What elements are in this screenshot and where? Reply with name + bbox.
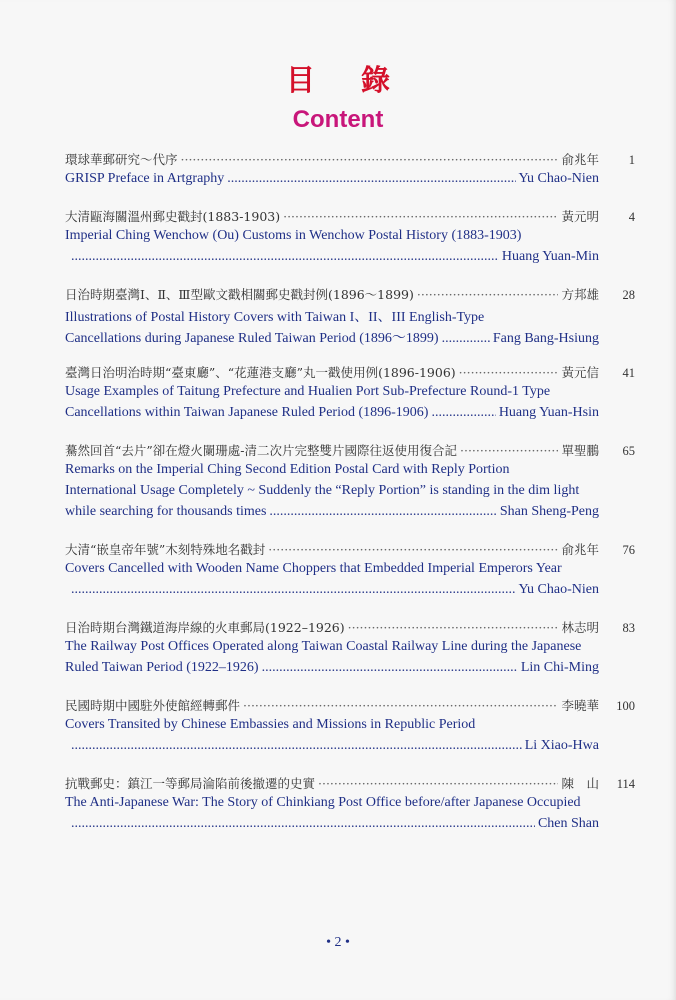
- entry-english-title: Imperial Ching Wenchow (Ou) Customs in Wenchow Postal History (1883-1903): [65, 228, 522, 243]
- toc-entry-english-line: [65, 717, 635, 738]
- entry-chinese-title: 大清甌海關溫州郵史戳封(1883-1903): [65, 209, 281, 224]
- dot-leader: [71, 582, 516, 598]
- entry-chinese-author: 黃元信: [561, 365, 599, 380]
- dot-leader: [318, 776, 558, 791]
- toc-entry-english-line: [65, 483, 635, 504]
- dot-leader: [71, 816, 535, 832]
- entry-chinese-author: 方邦雄: [561, 287, 599, 302]
- toc-entry[interactable]: [65, 618, 635, 681]
- entry-chinese-title: 抗戰郵史：鎮江一等郵局淪陷前後撤遷的史實: [65, 776, 316, 791]
- entry-page-number: 83: [622, 621, 635, 635]
- dot-leader: [269, 504, 496, 520]
- toc-entry-chinese-line: [65, 150, 635, 171]
- toc-entry-english-line: [65, 228, 635, 249]
- toc-entry-chinese-line: [65, 285, 635, 306]
- entry-chinese-author: 單聖鵬: [561, 443, 599, 458]
- entry-english-title: The Anti-Japanese War: The Story of Chinkiang Post Office before/after Japanese Occupied: [65, 795, 581, 810]
- entry-english-title: Covers Transited by Chinese Embassies and Missions in Republic Period: [65, 717, 476, 732]
- entry-english-title: GRISP Preface in Artgraphy: [65, 171, 225, 186]
- toc-entry-english-line: [65, 660, 635, 681]
- dot-leader: [442, 331, 490, 347]
- entry-english-author: Chen Shan: [537, 816, 599, 831]
- toc-entry[interactable]: [65, 363, 635, 426]
- toc-entry-chinese-line: [65, 441, 635, 462]
- toc-entry-english-line: [65, 582, 635, 603]
- entry-english-author: Huang Yuan-Min: [501, 249, 599, 264]
- entry-english-title: Cancellations during Japanese Ruled Taiwan Period (1896～1899): [65, 331, 439, 346]
- dot-leader: [268, 542, 558, 557]
- toc-entry-chinese-line: [65, 207, 635, 228]
- entry-page-number: 65: [622, 444, 635, 458]
- toc-entry[interactable]: [65, 441, 635, 525]
- toc-entry-english-line: [65, 171, 635, 192]
- toc-entry[interactable]: [65, 774, 635, 837]
- toc-entry[interactable]: [65, 207, 635, 270]
- entry-chinese-author: 李曉華: [561, 698, 599, 713]
- entry-english-title: International Usage Completely ~ Suddenly the “Reply Portion” is standing in the dim light: [65, 483, 580, 498]
- toc-entry-english-line: [65, 327, 635, 348]
- dot-leader: [459, 365, 559, 380]
- entry-chinese-author: 俞兆年: [561, 542, 599, 557]
- title-chinese: 目 錄: [285, 63, 409, 97]
- toc-entry-english-line: [65, 795, 635, 816]
- dot-leader: [243, 698, 558, 713]
- entry-chinese-title: 驀然回首“去片”卻在燈火闌珊處-清二次片完整雙片國際往返使用復合記: [65, 443, 458, 458]
- toc-entry-chinese-line: [65, 540, 635, 561]
- entry-english-title: while searching for thousands times: [65, 504, 267, 519]
- entry-chinese-title: 日治時期台灣鐵道海岸線的火車郵局(1922–1926): [65, 620, 345, 635]
- dot-leader: [460, 443, 558, 458]
- toc-entry-chinese-line: [65, 363, 635, 384]
- toc-entry-chinese-line: [65, 618, 635, 639]
- entry-english-author: Fang Bang-Hsiung: [492, 331, 599, 346]
- toc-entry-english-line: [65, 384, 635, 405]
- entry-english-title: Covers Cancelled with Wooden Name Choppers that Embedded Imperial Emperors Year: [65, 561, 562, 576]
- entry-chinese-author: 陳 山: [561, 776, 599, 791]
- entry-english-title: Usage Examples of Taitung Prefecture and Hualien Port Sub-Prefecture Round-1 Type: [65, 384, 551, 399]
- entry-chinese-title: 臺灣日治明治時期“臺東廳”、“花蓮港支廳”丸一戳使用例(1896-1906): [65, 365, 456, 380]
- entry-chinese-title: 日治時期臺灣Ⅰ、Ⅱ、Ⅲ型歐文戳相關郵史戳封例(1896～1899): [65, 287, 414, 302]
- entry-chinese-title: 環球華郵研究～代序: [65, 152, 178, 167]
- dot-leader: [283, 209, 558, 224]
- toc-entry-english-line: [65, 249, 635, 270]
- entry-english-title: The Railway Post Offices Operated along Taiwan Coastal Railway Line during the Japanese: [65, 639, 582, 654]
- entry-english-title: Illustrations of Postal History Covers with Taiwan I、II、III English-Type: [65, 310, 485, 325]
- entry-english-author: Lin Chi-Ming: [520, 660, 599, 675]
- toc-entry[interactable]: [65, 150, 635, 192]
- dot-leader: [431, 405, 495, 421]
- dot-leader: [71, 738, 522, 754]
- toc-entry-english-line: [65, 816, 635, 837]
- entry-english-title: Remarks on the Imperial Ching Second Edition Postal Card with Reply Portion: [65, 462, 510, 477]
- entry-chinese-author: 林志明: [561, 620, 599, 635]
- toc-entry-english-line: [65, 405, 635, 426]
- toc-entry[interactable]: [65, 696, 635, 759]
- entry-chinese-title: 民國時期中國駐外使館經轉郵件: [65, 698, 241, 713]
- toc-entry-chinese-line: [65, 696, 635, 717]
- toc-entry-english-line: [65, 561, 635, 582]
- toc-entry-english-line: [65, 504, 635, 525]
- dot-leader: [71, 249, 499, 265]
- dot-leader: [348, 620, 559, 635]
- title-english: Content: [292, 106, 384, 133]
- toc-entry-english-line: [65, 738, 635, 759]
- toc-entry-english-line: [65, 639, 635, 660]
- toc-entry[interactable]: [65, 285, 635, 348]
- entry-chinese-author: 俞兆年: [561, 152, 599, 167]
- entry-english-title: Cancellations within Taiwan Japanese Ruled Period (1896-1906): [65, 405, 429, 420]
- entry-page-number: 100: [616, 699, 635, 713]
- entry-page-number: 28: [622, 288, 635, 302]
- page-number: • 2 •: [326, 935, 350, 950]
- dot-leader: [181, 152, 559, 167]
- table-of-contents: [65, 150, 635, 852]
- entry-chinese-title: 大清“嵌皇帝年號”木刻特殊地名戳封: [65, 542, 266, 557]
- entry-english-author: Li Xiao-Hwa: [524, 738, 599, 753]
- dot-leader: [262, 660, 518, 676]
- toc-entry[interactable]: [65, 540, 635, 603]
- entry-page-number: 114: [616, 777, 635, 791]
- dot-leader: [227, 171, 515, 187]
- toc-entry-english-line: [65, 306, 635, 327]
- entry-english-author: Shan Sheng-Peng: [499, 504, 599, 519]
- entry-page-number: 1: [628, 153, 635, 167]
- entry-english-author: Huang Yuan-Hsin: [498, 405, 599, 420]
- entry-english-author: Yu Chao-Nien: [518, 582, 599, 597]
- entry-page-number: 41: [622, 366, 635, 380]
- entry-english-title: Ruled Taiwan Period (1922–1926): [65, 660, 259, 675]
- entry-chinese-author: 黃元明: [561, 209, 599, 224]
- toc-entry-chinese-line: [65, 774, 635, 795]
- entry-page-number: 76: [622, 543, 635, 557]
- entry-english-author: Yu Chao-Nien: [518, 171, 599, 186]
- toc-entry-english-line: [65, 462, 635, 483]
- dot-leader: [417, 287, 559, 302]
- entry-page-number: 4: [628, 210, 635, 224]
